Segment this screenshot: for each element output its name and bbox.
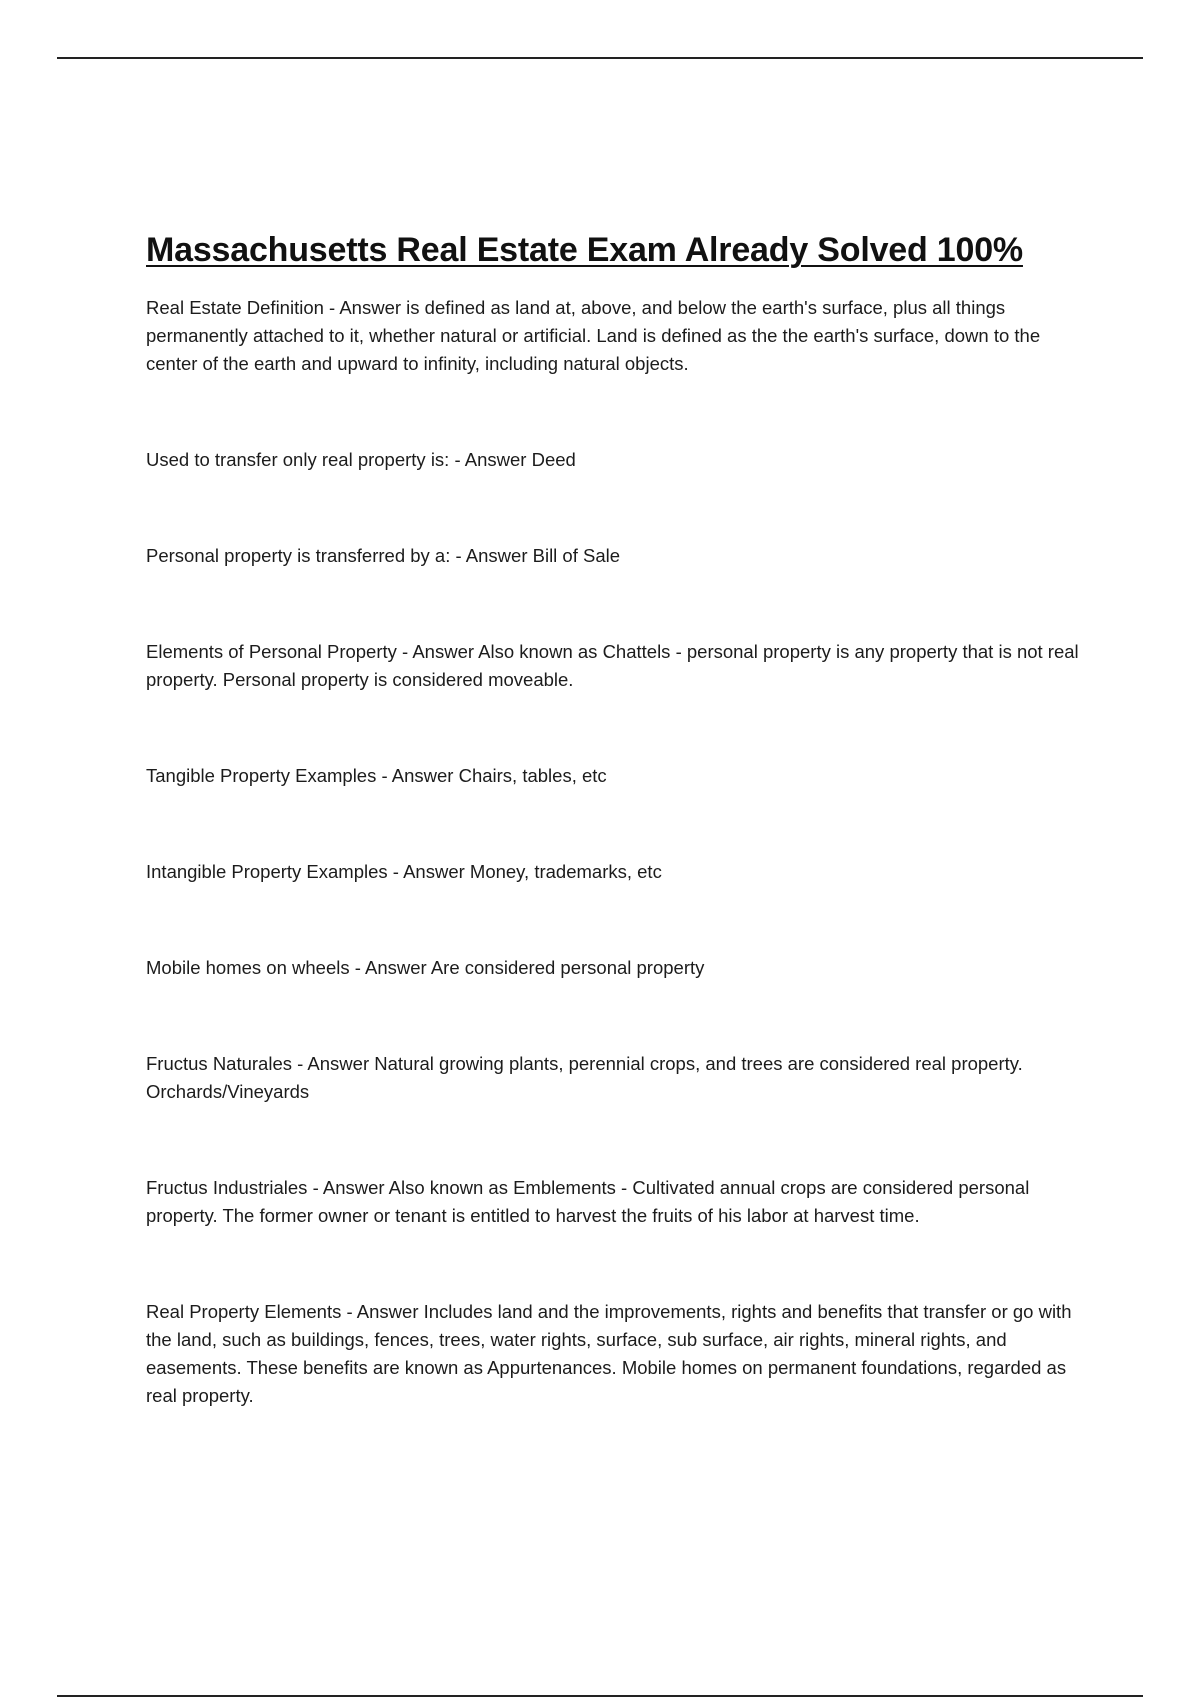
- qa-separator: - Answer: [376, 765, 459, 786]
- qa-term: Fructus Industriales: [146, 1177, 308, 1198]
- qa-separator: - Answer: [292, 1053, 375, 1074]
- qa-item: [146, 542, 1086, 570]
- qa-item: [146, 858, 1086, 886]
- qa-answer: Money, trademarks, etc: [469, 861, 662, 882]
- qa-answer: Also known as Chattels - personal property is any property that is not real property. Personal property is considered moveable.: [146, 641, 1079, 690]
- qa-item: [146, 638, 1086, 694]
- qa-separator: - Answer: [349, 957, 431, 978]
- qa-separator: - Answer: [449, 449, 532, 470]
- qa-separator: - Answer: [450, 545, 533, 566]
- bottom-rule: [57, 1695, 1143, 1697]
- qa-term: Intangible Property Examples: [146, 861, 388, 882]
- qa-term: Real Property Elements: [146, 1301, 342, 1322]
- qa-answer: Are considered personal property: [430, 957, 705, 978]
- qa-term: Tangible Property Examples: [146, 765, 377, 786]
- qa-item: [146, 446, 1086, 474]
- qa-answer: Bill of Sale: [532, 545, 621, 566]
- qa-separator: - Answer: [341, 1301, 424, 1322]
- qa-answer: Also known as Emblements - Cultivated annual crops are considered personal property. The former owner or tenant is entitled to harvest the fruits of his labor at harvest time.: [146, 1177, 1030, 1226]
- qa-separator: - Answer: [387, 861, 470, 882]
- qa-separator: - Answer: [323, 297, 407, 318]
- qa-term: Used to transfer only real property is:: [146, 449, 450, 470]
- qa-item: [146, 954, 1086, 982]
- qa-item: [146, 1050, 1086, 1106]
- qa-term: Real Estate Definition: [146, 297, 324, 318]
- qa-list: [146, 294, 1086, 1410]
- qa-item: [146, 1174, 1086, 1230]
- top-rule: [57, 57, 1143, 59]
- qa-answer: is defined as land at, above, and below the earth's surface, plus all things permanently attached to it, whether natural or artificial. Land is defined as the the earth's surface, down to the center of the earth and upward to infinity, including natural objects.: [146, 297, 1041, 374]
- qa-answer: Includes land and the improvements, rights and benefits that transfer or go with the land, such as buildings, fences, trees, water rights, surface, sub surface, air rights, mineral rights, and easements. These benefits are known as Appurtenances. Mobile homes on permanent foundations, regarded as real property.: [146, 1301, 1072, 1406]
- qa-separator: - Answer: [396, 641, 479, 662]
- qa-term: Personal property is transferred by a:: [146, 545, 451, 566]
- qa-item: [146, 762, 1086, 790]
- qa-answer: Chairs, tables, etc: [458, 765, 607, 786]
- qa-term: Fructus Naturales: [146, 1053, 292, 1074]
- qa-answer: Deed: [531, 449, 576, 470]
- qa-item: [146, 294, 1086, 378]
- qa-answer: Natural growing plants, perennial crops, and trees are considered real property. Orchards/Vineyards: [146, 1053, 1023, 1102]
- qa-term: Mobile homes on wheels: [146, 957, 350, 978]
- qa-separator: - Answer: [307, 1177, 389, 1198]
- document-body: [146, 228, 1086, 1478]
- qa-term: Elements of Personal Property: [146, 641, 397, 662]
- document-title: Massachusetts Real Estate Exam Already Solved 100%: [146, 231, 1023, 269]
- qa-item: [146, 1298, 1086, 1410]
